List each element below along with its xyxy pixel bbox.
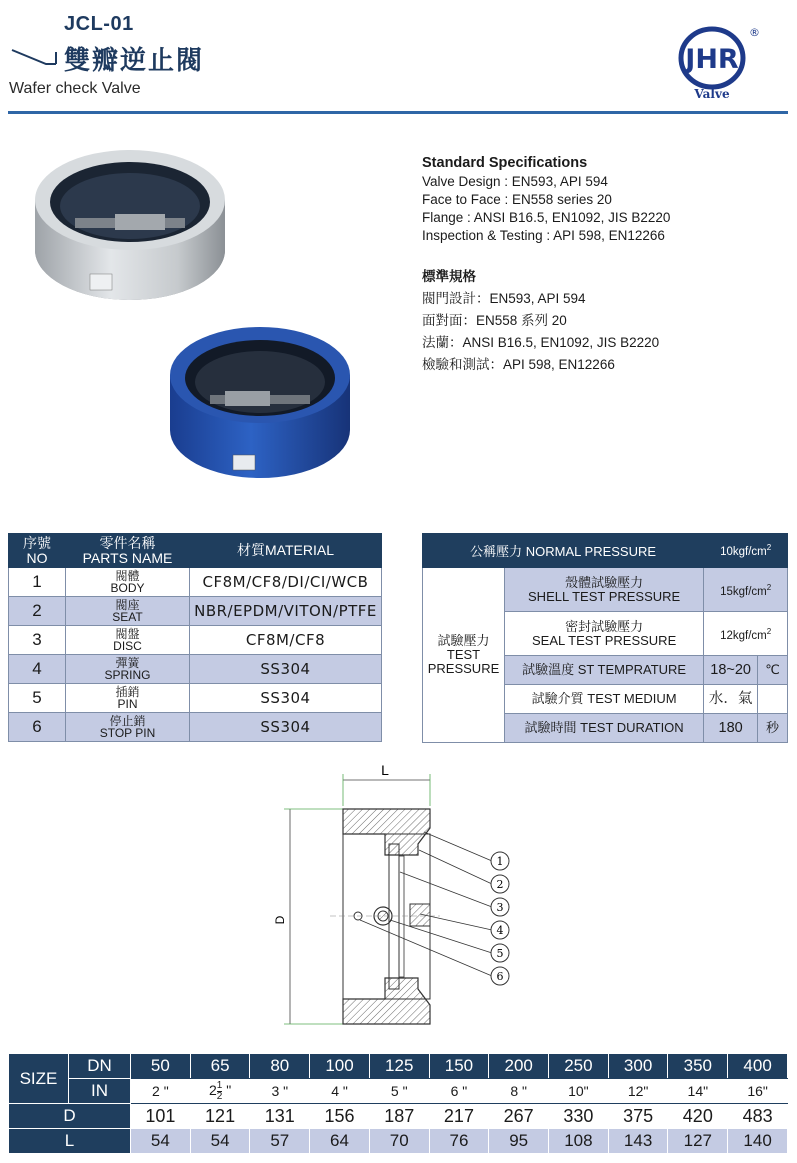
table-cell: 127 — [668, 1129, 728, 1154]
table-cell: 200 — [489, 1054, 549, 1079]
table-cell: $15kgf/cm^2$ — [704, 568, 788, 612]
pressure-table — [422, 533, 788, 743]
normal-pressure-row — [423, 534, 788, 568]
spec-line: Valve Design : EN593, API 594 — [422, 174, 608, 189]
table-cell: 108 — [549, 1129, 609, 1154]
product-title-en: Wafer check Valve — [9, 80, 141, 97]
table-cell: 95 — [489, 1129, 549, 1154]
table-cell: 150 — [429, 1054, 489, 1079]
table-cell: 5 " — [369, 1079, 429, 1104]
svg-text:6: 6 — [496, 970, 504, 983]
model-code: JCL-01 — [64, 13, 134, 35]
table-cell: 101 — [131, 1104, 191, 1129]
table-cell: 殼體試驗壓力 SHELL TEST PRESSURE — [505, 568, 704, 612]
spec-line-zh: 面對面：EN558 系列 20 — [422, 313, 567, 328]
table-cell: 140 — [728, 1129, 788, 1154]
table-cell: 300 — [608, 1054, 668, 1079]
callout-6 — [491, 967, 509, 985]
table-cell: ℃ — [758, 656, 788, 685]
table-cell: 57 — [250, 1129, 310, 1154]
table-cell: 1 — [9, 568, 66, 597]
svg-text:1: 1 — [496, 855, 504, 868]
blue-valve-photo — [170, 327, 350, 478]
spec-title-zh: 標準規格 — [422, 269, 476, 285]
table-row — [9, 684, 382, 713]
table-cell: 試驗時間 TEST DURATION — [505, 714, 704, 743]
table-cell: $12kgf/cm^2$ — [704, 612, 788, 656]
header-divider — [8, 111, 788, 114]
spec-line-zh: 閥門設計：EN593, API 594 — [422, 291, 586, 306]
table-cell: 156 — [310, 1104, 370, 1129]
callout-2 — [491, 875, 509, 893]
table-cell: IN — [69, 1079, 131, 1104]
col-parts-name: 零件名稱 PARTS NAME — [66, 534, 190, 568]
table-cell: 2 — [9, 597, 66, 626]
table-cell: 停止銷 STOP PIN — [66, 713, 190, 742]
table-cell: 6 " — [429, 1079, 489, 1104]
table-row — [9, 713, 382, 742]
brand-logo — [677, 22, 782, 104]
spec-line: Face to Face : EN558 series 20 — [422, 192, 612, 207]
parts-header-row — [9, 534, 382, 568]
table-cell: 8 " — [489, 1079, 549, 1104]
table-cell: D — [9, 1104, 131, 1129]
table-cell: 131 — [250, 1104, 310, 1129]
table-cell: L — [9, 1129, 131, 1154]
registered-mark: ® — [749, 26, 760, 39]
size-table — [8, 1053, 788, 1154]
table-cell: $10kgf/cm^2$ — [704, 534, 788, 568]
table-cell: 70 — [369, 1129, 429, 1154]
spec-line: Flange : ANSI B16.5, EN1092, JIS B2220 — [422, 210, 671, 225]
table-cell: 350 — [668, 1054, 728, 1079]
table-cell: 76 — [429, 1129, 489, 1154]
l-row — [9, 1129, 788, 1154]
table-cell: 試驗溫度 ST TEMPRATURE — [505, 656, 704, 685]
stainless-valve-photo — [35, 150, 225, 300]
table-row — [9, 655, 382, 684]
shell-test-row — [423, 568, 788, 612]
dn-row — [9, 1054, 788, 1079]
table-cell: 100 — [310, 1054, 370, 1079]
svg-text:4: 4 — [496, 924, 504, 937]
table-cell: 50 — [131, 1054, 191, 1079]
table-cell: 4 — [9, 655, 66, 684]
table-row — [9, 626, 382, 655]
table-cell: 3 — [9, 626, 66, 655]
svg-text:2: 2 — [496, 878, 504, 891]
standard-specifications — [422, 155, 782, 376]
table-cell: 12" — [608, 1079, 668, 1104]
callout-1 — [491, 852, 509, 870]
table-cell: CF8M/CF8 — [190, 626, 382, 655]
spec-line-zh: 法蘭：ANSI B16.5, EN1092, JIS B2220 — [422, 335, 660, 350]
table-cell: 公稱壓力 NORMAL PRESSURE — [423, 534, 704, 568]
dim-l-label: L — [381, 762, 389, 778]
table-cell: 64 — [310, 1129, 370, 1154]
table-cell: 125 — [369, 1054, 429, 1079]
table-cell: 密封試驗壓力 SEAL TEST PRESSURE — [505, 612, 704, 656]
table-cell: 閥體 BODY — [66, 568, 190, 597]
table-cell: 18~20 — [704, 656, 758, 685]
table-cell: 143 — [608, 1129, 668, 1154]
table-cell: 483 — [728, 1104, 788, 1129]
table-cell: 375 — [608, 1104, 668, 1129]
table-cell: 420 — [668, 1104, 728, 1129]
logo-mark: JHR — [685, 44, 739, 75]
table-cell: 121 — [190, 1104, 250, 1129]
table-cell: SIZE — [9, 1054, 69, 1104]
table-row — [9, 568, 382, 597]
table-cell: 250 — [549, 1054, 609, 1079]
callout-4 — [491, 921, 509, 939]
table-cell: NBR/EPDM/VITON/PTFE — [190, 597, 382, 626]
table-cell: SS304 — [190, 713, 382, 742]
col-material: 材質MATERIAL — [190, 534, 382, 568]
logo-subtitle: Valve — [694, 87, 730, 101]
product-photos — [20, 140, 370, 510]
table-cell: 54 — [131, 1129, 191, 1154]
callout-5 — [491, 944, 509, 962]
table-cell: 秒 — [758, 714, 788, 743]
cross-section-drawing — [270, 760, 530, 1035]
table-cell: 400 — [728, 1054, 788, 1079]
table-cell: CF8M/CF8/DI/CI/WCB — [190, 568, 382, 597]
col-no: 序號 NO — [9, 534, 66, 568]
d-row — [9, 1104, 788, 1129]
table-cell: 54 — [190, 1129, 250, 1154]
table-cell: SS304 — [190, 684, 382, 713]
table-cell: 閥座 SEAT — [66, 597, 190, 626]
table-cell — [758, 685, 788, 714]
in-row — [9, 1079, 788, 1104]
table-cell: 彈簧 SPRING — [66, 655, 190, 684]
table-cell: 10" — [549, 1079, 609, 1104]
table-cell: 267 — [489, 1104, 549, 1129]
table-cell: 14" — [668, 1079, 728, 1104]
test-pressure-label: 試驗壓力 TEST PRESSURE — [423, 568, 505, 743]
table-cell: 80 — [250, 1054, 310, 1079]
table-cell: 180 — [704, 714, 758, 743]
spec-line: Inspection & Testing : API 598, EN12266 — [422, 228, 665, 243]
table-row — [9, 597, 382, 626]
table-cell: 2 $\frac{1}{2}$ " — [190, 1079, 250, 1104]
table-cell: 試驗介質 TEST MEDIUM — [505, 685, 704, 714]
table-cell: 217 — [429, 1104, 489, 1129]
spec-title: Standard Specifications — [422, 155, 588, 171]
table-cell: 6 — [9, 713, 66, 742]
table-cell: 187 — [369, 1104, 429, 1129]
table-cell: 2 " — [131, 1079, 191, 1104]
table-cell: SS304 — [190, 655, 382, 684]
table-cell: DN — [69, 1054, 131, 1079]
table-cell: 水．氣 — [704, 685, 758, 714]
svg-text:3: 3 — [496, 901, 504, 914]
dim-d-label: D — [273, 915, 287, 925]
table-cell: 330 — [549, 1104, 609, 1129]
table-cell: 插銷 PIN — [66, 684, 190, 713]
table-cell: 閥盤 DISC — [66, 626, 190, 655]
table-cell: 4 " — [310, 1079, 370, 1104]
table-cell: 5 — [9, 684, 66, 713]
svg-text:5: 5 — [496, 947, 504, 960]
corner-arrow-icon — [10, 46, 58, 68]
product-title-zh: 雙瓣逆止閥 — [64, 46, 205, 76]
callout-3 — [491, 898, 509, 916]
parts-table — [8, 533, 382, 742]
spec-line-zh: 檢驗和測試：API 598, EN12266 — [422, 357, 615, 372]
table-cell: 3 " — [250, 1079, 310, 1104]
table-cell: 65 — [190, 1054, 250, 1079]
table-cell: 16" — [728, 1079, 788, 1104]
